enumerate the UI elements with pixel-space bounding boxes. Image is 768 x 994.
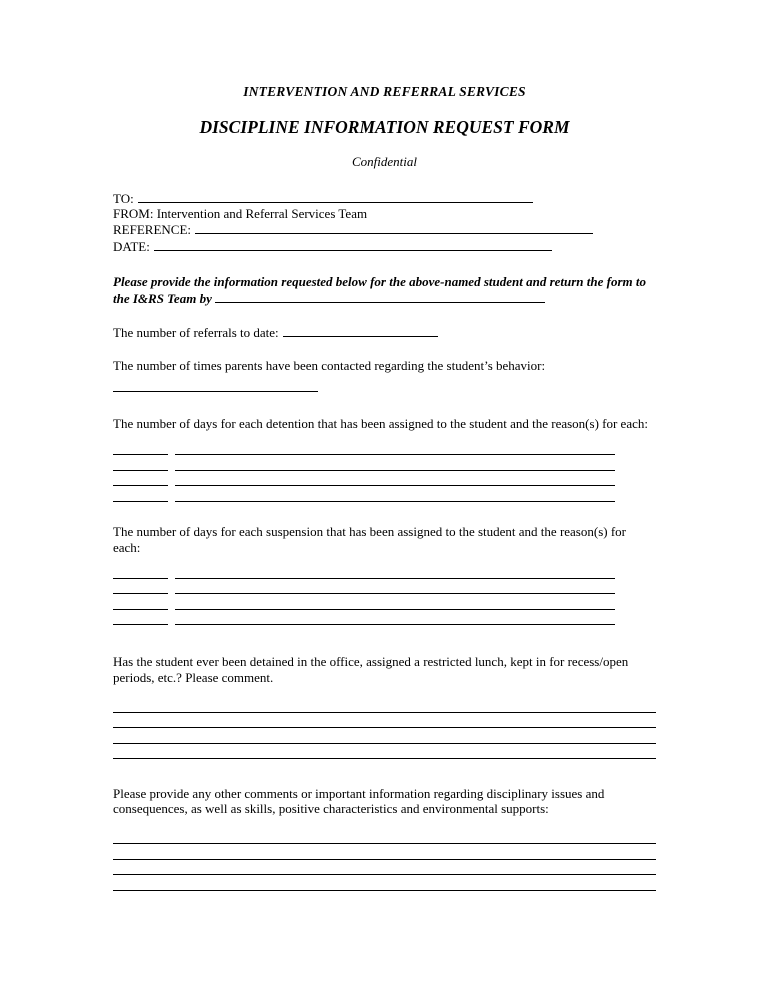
comment-blank-line bbox=[113, 847, 656, 860]
question-detention: The number of days for each detention that has been assigned to the student and the reason(s) for each: bbox=[113, 416, 648, 432]
reference-field bbox=[113, 221, 656, 237]
suspension-blank-lines bbox=[113, 566, 656, 628]
blank-line-row bbox=[113, 862, 656, 878]
detention-blank-lines bbox=[113, 442, 656, 504]
comment-blank-line bbox=[113, 715, 656, 728]
from-field: FROM: Intervention and Referral Services Team bbox=[113, 206, 368, 221]
instruction-text: Please provide the information requested below for the above-named student and return the form to the I&RS Team by bbox=[113, 273, 646, 306]
question-referrals-text: The number of referrals to date: bbox=[113, 324, 279, 340]
comment-blank-line bbox=[113, 831, 656, 844]
days-blank-line bbox=[113, 597, 168, 610]
reason-blank-line bbox=[175, 458, 615, 471]
days-blank-line bbox=[113, 612, 168, 625]
blank-line-row bbox=[113, 458, 656, 474]
document-header: INTERVENTION AND REFERRAL SERVICES bbox=[243, 84, 526, 99]
blank-line-row bbox=[113, 847, 656, 863]
days-blank-line bbox=[113, 581, 168, 594]
blank-line-row bbox=[113, 715, 656, 731]
referrals-blank-line bbox=[283, 324, 438, 337]
parents-contacted-answer bbox=[113, 379, 656, 396]
other-comments-lines bbox=[113, 831, 656, 893]
reason-blank-line bbox=[175, 566, 615, 579]
blank-line-row bbox=[113, 597, 656, 613]
comment-blank-line bbox=[113, 746, 656, 759]
date-blank-line bbox=[154, 238, 552, 251]
to-label: TO: bbox=[113, 190, 134, 206]
comment-blank-line bbox=[113, 862, 656, 875]
date-label: DATE: bbox=[113, 238, 150, 254]
reason-blank-line bbox=[175, 612, 615, 625]
to-field bbox=[113, 190, 656, 206]
blank-line-row bbox=[113, 700, 656, 716]
blank-line-row bbox=[113, 473, 656, 489]
question-other-comments: Please provide any other comments or important information regarding disciplinary issues and consequences, as well as skills, positive characteristics and environmental supports: bbox=[113, 785, 605, 817]
days-blank-line bbox=[113, 473, 168, 486]
reason-blank-line bbox=[175, 473, 615, 486]
instruction-paragraph bbox=[113, 274, 656, 307]
confidential-label: Confidential bbox=[352, 153, 417, 169]
return-by-blank-line bbox=[215, 290, 545, 303]
to-blank-line bbox=[138, 190, 533, 203]
days-blank-line bbox=[113, 566, 168, 579]
blank-line-row bbox=[113, 581, 656, 597]
comment-blank-line bbox=[113, 731, 656, 744]
detained-comment-lines bbox=[113, 700, 656, 762]
reason-blank-line bbox=[175, 581, 615, 594]
parents-blank-line bbox=[113, 379, 318, 392]
blank-line-row bbox=[113, 731, 656, 747]
blank-line-row bbox=[113, 878, 656, 894]
reason-blank-line bbox=[175, 442, 615, 455]
reason-blank-line bbox=[175, 597, 615, 610]
question-suspension: The number of days for each suspension that has been assigned to the student and the reason(s) for each: bbox=[113, 524, 626, 555]
reference-blank-line bbox=[195, 221, 593, 234]
blank-line-row bbox=[113, 566, 656, 582]
comment-blank-line bbox=[113, 878, 656, 891]
days-blank-line bbox=[113, 489, 168, 502]
days-blank-line bbox=[113, 442, 168, 455]
blank-line-row bbox=[113, 442, 656, 458]
blank-line-row bbox=[113, 612, 656, 628]
blank-line-row bbox=[113, 489, 656, 505]
reference-label: REFERENCE: bbox=[113, 222, 192, 238]
reason-blank-line bbox=[175, 489, 615, 502]
question-referrals bbox=[113, 324, 656, 341]
comment-blank-line bbox=[113, 700, 656, 713]
question-parents-contacted: The number of times parents have been contacted regarding the student’s behavior: bbox=[113, 357, 546, 373]
days-blank-line bbox=[113, 458, 168, 471]
date-field bbox=[113, 238, 656, 254]
document-title: DISCIPLINE INFORMATION REQUEST FORM bbox=[199, 117, 570, 138]
question-detained-office: Has the student ever been detained in the office, assigned a restricted lunch, kept in for recess/open periods, etc.? Please comment. bbox=[113, 653, 629, 685]
blank-line-row bbox=[113, 831, 656, 847]
blank-line-row bbox=[113, 746, 656, 762]
